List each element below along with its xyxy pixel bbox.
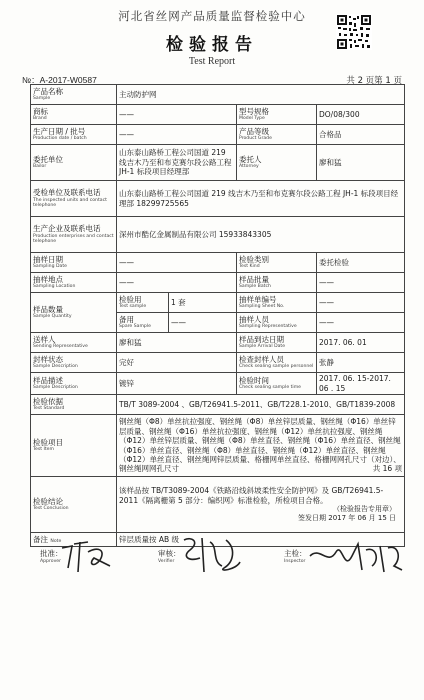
conclusion-text: 该样品按 TB/T3089-2004《铁路沿线斜坡柔性安全防护网》及 GB/T26941.5-2011《隔离栅第 5 部分：编织网》标准检验，所检项目合格。 <box>119 486 384 505</box>
row-standard: 检验依据 Test Standard TB/T 3089-2004 、GB/T26941.5-2011、GB/T228.1-2010、GB/T1839-2008 <box>31 395 405 415</box>
row-sample-qty-2: 备用 Spare Sample —— 抽样人员 Sampling Representative —— <box>31 313 405 333</box>
stamp-label: （检验报告专用章） <box>333 505 396 514</box>
verifier-handwriting-icon <box>178 532 244 576</box>
approver-signature: 批准： Approver <box>40 549 63 564</box>
bailor-value: 山东泰山路桥工程公司国道 219 线吉木乃至和布克赛尔段公路工程JH-1 标段项目经理部 <box>117 145 237 181</box>
qr-code-icon <box>336 14 372 50</box>
verifier-signature: 审核： Verifier <box>158 549 181 564</box>
row-sample-qty-1: 样品数量 Sample Quantity 检验用 Test sample 1 套 抽样单编号 Sampling Sheet No. —— <box>31 293 405 313</box>
row-sample-name: 产品名称 Sample 主动防护网 <box>31 85 405 105</box>
test-items-count: 共 16 项 <box>372 464 402 474</box>
row-brand: 商标 Brand —— 型号规格 Model Type DO/08/300 <box>31 105 405 125</box>
row-producer: 生产企业及联系电话 Production enterprises and contact telephone 深州市酷亿金属制品有限公司 15933843305 <box>31 217 405 253</box>
test-time-value: 2017. 06. 15-2017. 06 . 15 <box>317 373 405 395</box>
issue-date: 签发日期 2017 年 06 月 15 日 <box>298 513 396 522</box>
inspector-handwriting-icon <box>306 536 406 578</box>
approver-handwriting-icon <box>58 538 118 576</box>
test-kind-value: 委托检验 <box>317 253 405 273</box>
report-number: №：A-2017-W0587 <box>22 75 97 85</box>
brand-value: —— <box>117 105 237 125</box>
row-remarks: 备注 Note 锌层质量按 AB 级 <box>31 533 405 547</box>
row-sample-description: 样品描述 Sample Description 镀锌 检验时间 Check sealing sample time 2017. 06. 15-2017. 06 . 15 <box>31 373 405 395</box>
spare-sample-value: —— <box>169 313 237 333</box>
inspector-signature: 主检： Inspector <box>284 549 307 564</box>
sampler-value: —— <box>317 313 405 333</box>
test-sample-value: 1 套 <box>169 293 237 313</box>
seal-checker-value: 张静 <box>317 353 405 373</box>
report-table <box>30 84 405 547</box>
row-sampling-date: 抽样日期 Sampling Date —— 检验类别 Test Kind 委托检验 <box>31 253 405 273</box>
standard-value: TB/T 3089-2004 、GB/T26941.5-2011、GB/T228.1-2010、GB/T1839-2008 <box>117 395 405 415</box>
sample-batch-value: —— <box>317 273 405 293</box>
row-conclusion: 检验结论 Test Conclusion 该样品按 TB/T3089-2004《铁路沿线斜坡柔性安全防护网》及 GB/T26941.5-2011《隔离栅第 5 部分：编织网》标准检验，所检项目合格。 （检验报告专用章） 签发日期 2017 年 06 月 15 日 <box>31 477 405 533</box>
sampling-location-value: —— <box>117 273 237 293</box>
row-sampling-location: 抽样地点 Sampling Location —— 样品批量 Sample Batch —— <box>31 273 405 293</box>
sender-value: 廖和猛 <box>117 333 237 353</box>
organization-name: 河北省丝网产品质量监督检验中心 <box>118 9 306 23</box>
report-title-en: Test Report <box>188 56 236 67</box>
production-date-value: —— <box>117 125 237 145</box>
row-inspected-unit: 受检单位及联系电话 The inspected units and contact telephone 山东泰山路桥工程公司国道 219 线吉木乃至和布克赛尔段公路工程 JH-1 标段项目经理部 18299725565 <box>31 181 405 217</box>
row-test-items: 检验项目 Test Item 钢丝绳（Φ8）单丝抗拉强度、钢丝绳（Φ8）单丝锌层质量、钢丝绳（Φ16）单丝锌层质量、钢丝绳（Φ16）单丝抗拉强度、钢丝绳（Φ12）单丝抗拉强度、钢丝绳（Φ12）单丝锌层质量、钢丝绳（Φ8）单丝直径、钢丝绳（Φ16）单丝直径、钢丝绳（Φ16）单丝直径、钢丝绳（Φ8）单丝直径、钢丝绳（Φ12）单丝直径、钢丝绳（Φ12）单丝直径、钢丝绳网锌层质量、格栅网单丝直径、格栅网网孔尺寸（对边）、钢丝绳网网孔尺寸 共 16 项 <box>31 415 405 477</box>
row-production-date: 生产日期 / 批号 Production date / batch —— 产品等级 Product Grade 合格品 <box>31 125 405 145</box>
report-title: 检验报告 <box>166 35 258 55</box>
grade-value: 合格品 <box>317 125 405 145</box>
sample-name-value: 主动防护网 <box>117 85 405 105</box>
test-items-value: 钢丝绳（Φ8）单丝抗拉强度、钢丝绳（Φ8）单丝锌层质量、钢丝绳（Φ16）单丝锌层质量、钢丝绳（Φ16）单丝抗拉强度、钢丝绳（Φ12）单丝抗拉强度、钢丝绳（Φ12）单丝锌层质量、钢丝绳（Φ8）单丝直径、钢丝绳（Φ16）单丝直径、钢丝绳（Φ16）单丝直径、钢丝绳（Φ8）单丝直径、钢丝绳（Φ12）单丝直径、钢丝绳（Φ12）单丝直径、钢丝绳网锌层质量、格栅网单丝直径、格栅网网孔尺寸（对边）、钢丝绳网网孔尺寸 共 16 项 <box>117 415 405 477</box>
row-sender: 送样人 Sending Representative 廖和猛 样品到达日期 Sample Arrival Date 2017. 06. 01 <box>31 333 405 353</box>
sampling-date-value: —— <box>117 253 237 273</box>
attorney-value: 廖和猛 <box>317 145 405 181</box>
arrival-value: 2017. 06. 01 <box>317 333 405 353</box>
row-seal-status: 封样状态 Sample Description 完好 检查封样人员 Check sealing sample personnel 张静 <box>31 353 405 373</box>
inspected-value: 山东泰山路桥工程公司国道 219 线吉木乃至和布克赛尔段公路工程 JH-1 标段项目经理部 18299725565 <box>117 181 405 217</box>
page-count: 共 2 页第 1 页 <box>346 76 402 86</box>
remarks-value: 锌层质量按 AB 级 <box>117 533 405 547</box>
conclusion-value <box>117 477 405 533</box>
row-bailor: 委托单位 Bailor 山东泰山路桥工程公司国道 219 线吉木乃至和布克赛尔段公路工程JH-1 标段项目经理部 委托人 Attorney 廖和猛 <box>31 145 405 181</box>
model-value: DO/08/300 <box>317 105 405 125</box>
producer-value: 深州市酷亿金属制品有限公司 15933843305 <box>117 217 405 253</box>
sample-desc-value: 镀锌 <box>117 373 237 395</box>
sampling-no-value: —— <box>317 293 405 313</box>
seal-status-value: 完好 <box>117 353 237 373</box>
